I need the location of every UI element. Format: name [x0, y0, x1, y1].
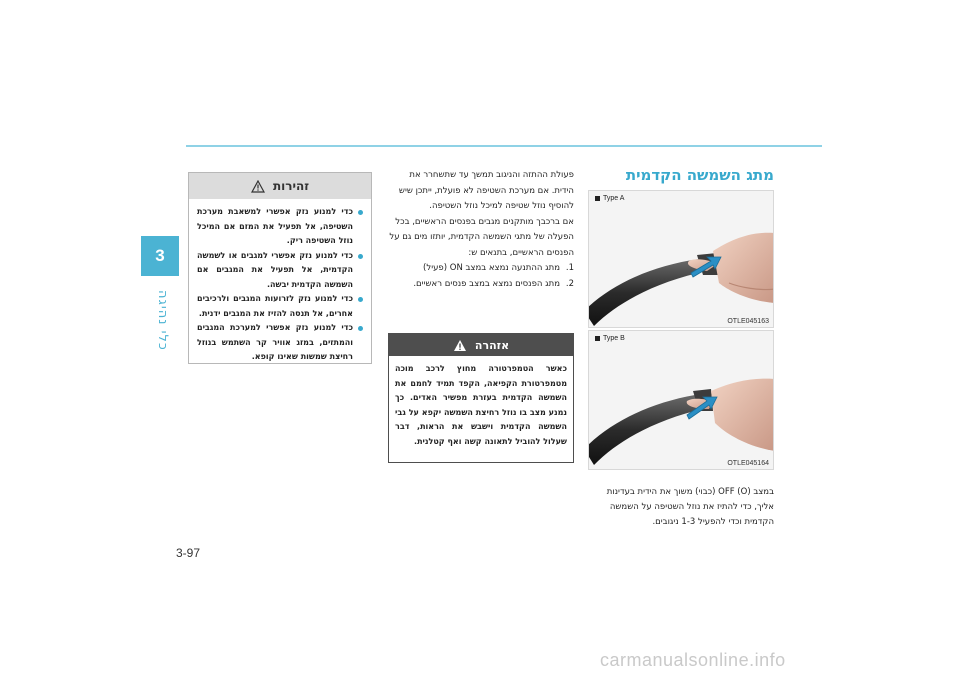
paragraph: אם ברכבך מותקנים מגבים בפנסים הראשיים, בכל הפעלה של מתגי השמשה הקדמית, יותזו מים גם על הפנסים הראשיים, בתנאים ש:: [389, 216, 574, 258]
caution-list: [189, 199, 371, 369]
type-label: Type B: [595, 335, 625, 342]
chapter-label: כלי נהיגה: [155, 290, 170, 351]
top-rule: [186, 145, 822, 147]
list-item: כדי למנוע נזק לזרועות המגבים ולרכיבים אחרים, אל תנסה להזיז את המגבים ידנית.: [197, 292, 363, 321]
chapter-tab: [141, 236, 179, 276]
bullet-dot-icon: [358, 210, 363, 215]
list-item: 2. מתג הפנסים נמצא במצב פנסים ראשיים.: [413, 278, 574, 289]
figure-code: OTLE045163: [727, 318, 769, 325]
bullet-square-icon: [595, 336, 600, 341]
caution-triangle-icon: [251, 180, 265, 193]
caution-box: [188, 172, 372, 364]
wiper-lever-illustration: [589, 331, 774, 470]
figure-type-a: [588, 190, 774, 328]
warning-box: [388, 333, 574, 463]
warning-header: [389, 334, 573, 356]
list-item: 1. מתג ההתנעה נמצא במצב ON (פעיל): [423, 263, 574, 273]
chapter-number: 3: [155, 246, 165, 265]
figure-caption: במצב OFF (O) (כבוי) משוך את הידית בעדינות אליך, כדי להתיז את נוזל השטיפה על השמשה הקדמית וכדי להפעיל 1-3 ניגובים.: [606, 487, 774, 527]
bullet-dot-icon: [358, 254, 363, 259]
page-number: 3-97: [176, 546, 201, 560]
bullet-dot-icon: [358, 326, 363, 331]
washer-description: [388, 168, 574, 292]
list-item: כדי למנוע נזק אפשרי למערכת המגבים והמתזים, במזג אוויר קר השתמש בנוזל רחיצת שמשות שאינו קופא.: [197, 321, 363, 365]
list-item: כדי למנוע נזק אפשרי למשאבת מערכת השטיפה, אל תפעיל את המזם אם המיכל נוזל השטיפה ריק.: [197, 205, 363, 249]
warning-triangle-icon: [453, 339, 467, 352]
caution-title: זהירות: [272, 179, 310, 193]
warning-title: אזהרה: [474, 338, 510, 352]
warning-body: כאשר הטמפרטורה מחוץ לרכב מוכה מטמפרטורת הקפיאה, הקפד תמיד לחמם את השמשה הקדמית בעזרת מפשיר האדים. כך נמנע מצב בו נוזל רחיצת השמשה יקפא על גבי השמשה הקדמית וישבש את הראות, דבר שעלול להוביל לתאונה קשה ואף קטלנית.: [395, 364, 567, 446]
paragraph: פעולת ההתזה והניגוב תמשך עד שתשחרר את הידית. אם מערכת השטיפה לא פועלת, ייתכן שיש להוסיף נוזל שטיפה למיכל נוזל השטיפה.: [398, 170, 574, 211]
caution-header: [189, 173, 371, 199]
figure-type-b: [588, 330, 774, 470]
list-item: כדי למנוע נזק אפשרי למגבים או לשמשה הקדמית, אל תפעיל את המגבים אם השמשה הקדמית יבשה.: [197, 249, 363, 293]
watermark-text: carmanualsonline.info: [600, 650, 786, 670]
figure-code: OTLE045164: [727, 460, 769, 467]
type-label: Type A: [595, 195, 624, 202]
section-title: מתג השמשה הקדמית: [625, 166, 774, 184]
bullet-square-icon: [595, 196, 600, 201]
conditions-list: [388, 261, 574, 292]
wiper-lever-illustration: [589, 191, 774, 328]
bullet-dot-icon: [358, 297, 363, 302]
